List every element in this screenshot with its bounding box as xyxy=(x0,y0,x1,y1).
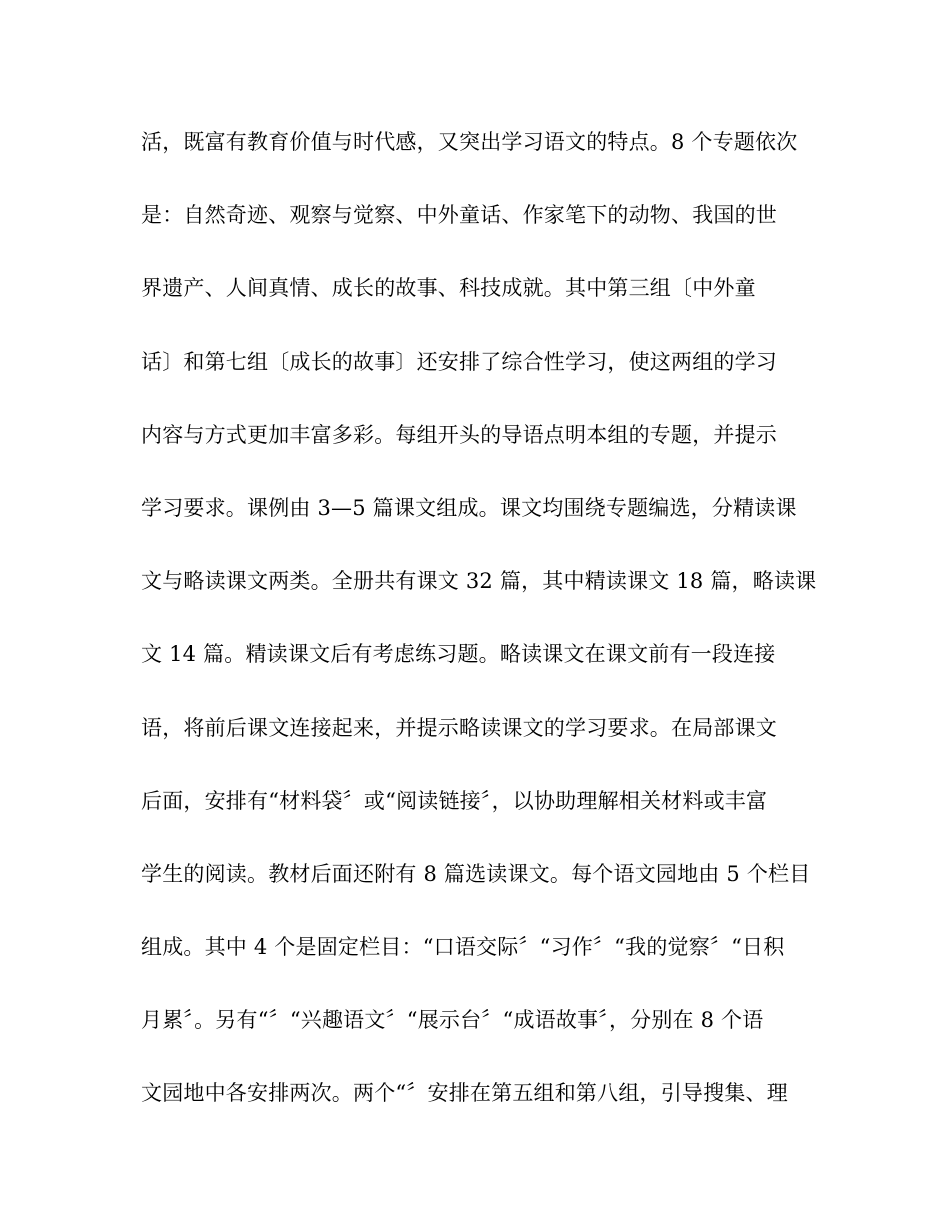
text-line-14: 文园地中各安排两次。两个“〞安排在第五组和第八组，引导搜集、理 xyxy=(141,1081,788,1106)
text-line-10: 后面，安排有“材料袋〞或“阅读链接〞，以协助理解相关材料或丰富 xyxy=(141,788,768,813)
body-text xyxy=(141,118,821,1143)
text-line-13: 月累〞。另有“〞“兴趣语文〞“展示台〞“成语故事〞，分别在 8 个语 xyxy=(141,1008,764,1033)
text-line-9: 语，将前后课文连接起来，并提示略读课文的学习要求。在局部课文 xyxy=(141,715,777,740)
text-line-7: 文与略读课文两类。全册共有课文 32 篇，其中精读课文 18 篇，略读课 xyxy=(141,569,817,594)
text-line-12: 组成。其中 4 个是固定栏目：“口语交际〞“习作〞“我的觉察〞“日积 xyxy=(141,935,785,960)
text-line-1: 活，既富有教育价值与时代感，又突出学习语文的特点。8 个专题依次 xyxy=(141,130,798,154)
text-line-5: 内容与方式更加丰富多彩。每组开头的导语点明本组的专题，并提示 xyxy=(141,422,777,447)
text-line-6: 学习要求。课例由 3—5 篇课文组成。课文均围绕专题编选，分精读课 xyxy=(141,495,797,520)
text-line-3: 界遗产、人间真情、成长的故事、科技成就。其中第三组〔中外童 xyxy=(141,276,756,301)
text-line-11: 学生的阅读。教材后面还附有 8 篇选读课文。每个语文园地由 5 个栏目 xyxy=(141,861,811,886)
text-line-4: 话〕和第七组〔成长的故事〕还安排了综合性学习，使这两组的学习 xyxy=(141,349,777,374)
text-line-2: 是：自然奇迹、观察与觉察、中外童话、作家笔下的动物、我国的世 xyxy=(141,203,777,228)
text-line-8: 文 14 篇。精读课文后有考虑练习题。略读课文在课文前有一段连接 xyxy=(141,642,776,667)
